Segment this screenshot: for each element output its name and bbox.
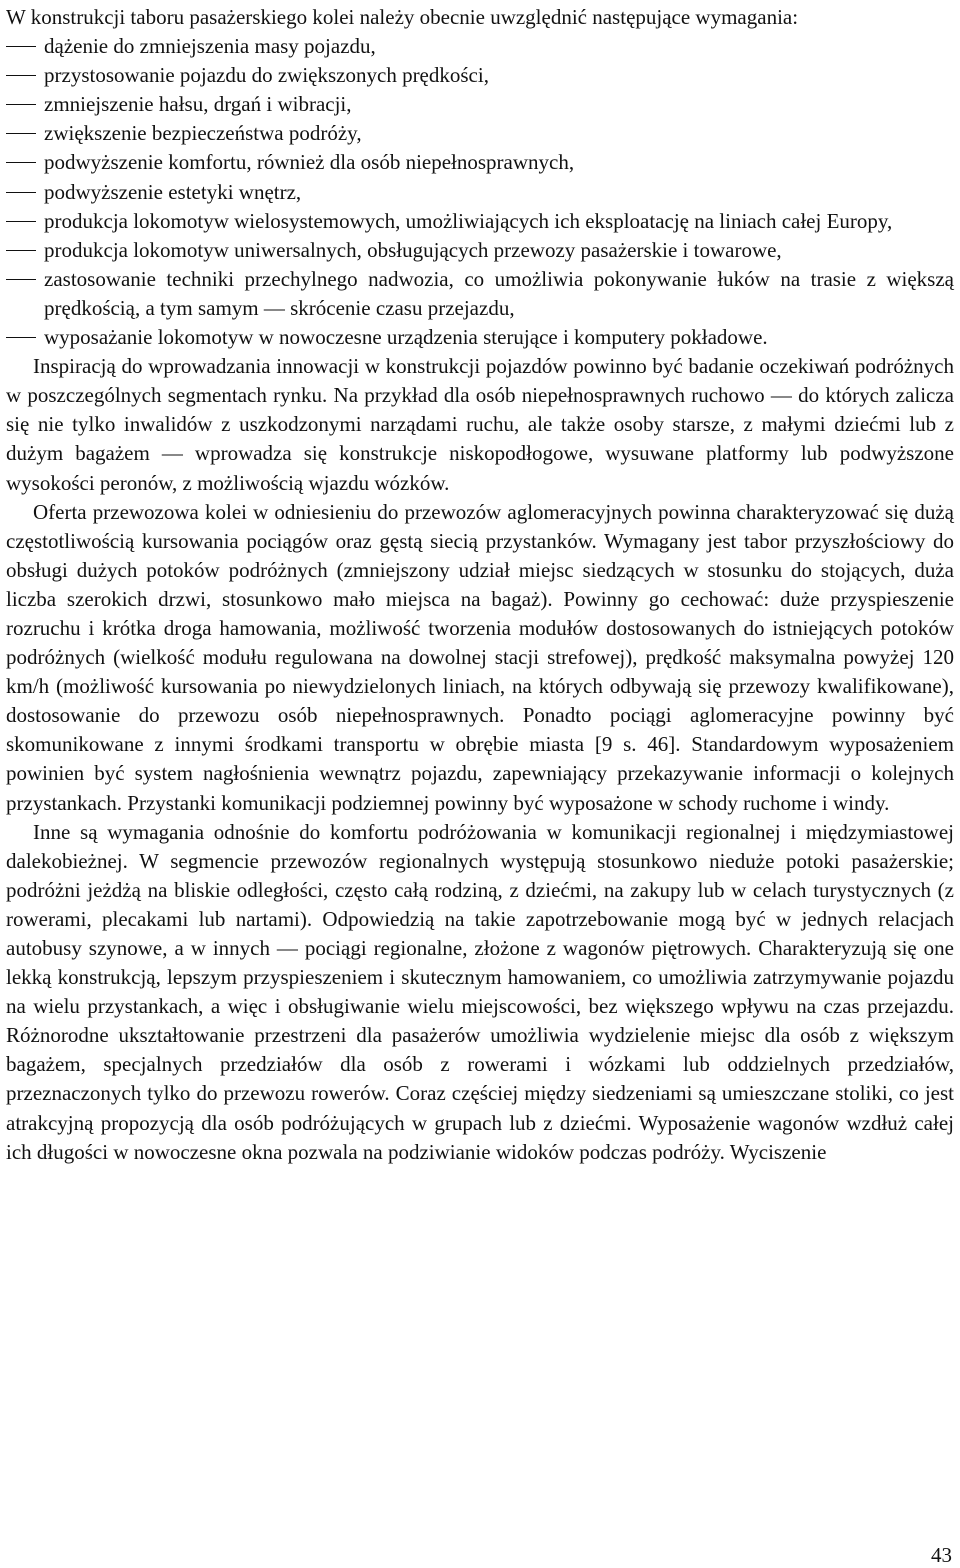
dash-bullet xyxy=(6,75,36,76)
list-item xyxy=(6,265,954,323)
dash-bullet xyxy=(6,250,36,251)
dash-bullet xyxy=(6,221,36,222)
list-item xyxy=(6,119,954,148)
paragraph-regional: Inne są wymagania odnośnie do komfortu podróżowania w komunikacji regionalnej i międzymiastowej dalekobieżnej. W segmencie przewozów regionalnych występują stosunkowo nieduże potoki pasażerskie; podróżni jeżdżą na bliskie odległości, często całą rodziną, z dziećmi, na zakupy lub w celach turystycznych (z rowerami, plecakami lub nartami). Odpowiedzią na takie zapotrzebowanie mogą być w jednych relacjach autobusy szynowe, a w innych — pociągi regionalne, złożone z wagonów piętrowych. Charakteryzują się one lekką konstrukcją, lepszym przyspieszeniem i skutecznym hamowaniem, co umożliwia zatrzymywanie pojazdu na wielu przystankach, a więc i obsługiwanie wielu miejscowości, bez większego wpływu na czas przejazdu. Różnorodne ukształtowanie przestrzeni dla pasażerów umożliwia wydzielenie miejsc dla osób z większym bagażem, specjalnych przedziałów dla osób z rowerami i wózkami lub oddzielnych przedziałów, przeznaczonych tylko do przewozu rowerów. Coraz częściej między siedzeniami są umieszczane stoliki, co jest atrakcyjną propozycją dla osób podróżujących w grupach lub z dziećmi. Wyposażenie wagonów wzdłuż całej ich długości w nowoczesne okna pozwala na podziwianie widoków podczas podróży. Wyciszenie xyxy=(6,819,954,1164)
list-item-text: produkcja lokomotyw uniwersalnych, obsługujących przewozy pasażerskie i towarowe, xyxy=(44,237,782,262)
dash-bullet xyxy=(6,337,36,338)
list-item-text: podwyższenie estetyki wnętrz, xyxy=(44,179,302,204)
page-number: 43 xyxy=(931,1543,952,1567)
list-item xyxy=(6,207,954,236)
list-item-text: zwiększenie bezpieczeństwa podróży, xyxy=(44,121,362,146)
list-item xyxy=(6,61,954,90)
requirements-list xyxy=(6,32,954,352)
list-item-text: zastosowanie techniki przechylnego nadwozia, co umożliwia pokonywanie łuków na trasie z większą prędkością, a tym samym — skrócenie czasu przejazdu, xyxy=(44,266,954,320)
list-item xyxy=(6,178,954,207)
dash-bullet xyxy=(6,104,36,105)
list-item-text: podwyższenie komfortu, również dla osób niepełnosprawnych, xyxy=(44,150,575,175)
list-item-text: zmniejszenie hałsu, drgań i wibracji, xyxy=(44,92,352,117)
dash-bullet xyxy=(6,279,36,280)
list-item xyxy=(6,236,954,265)
paragraph-agglomeration: Oferta przewozowa kolei w odniesieniu do przewozów aglomeracyjnych powinna charakteryzować się dużą częstotliwością kursowania pociągów oraz gęstą siecią przystanków. Wymagany jest tabor przyszłościowy do obsługi dużych potoków podróżnych (zmniejszony udział miejsc siedzących w stosunku do stojących, duża liczba szerokich drzwi, stosunkowo mało miejsca na bagaż). Powinny go cechować: duże przyspieszenie rozruchu i krótka droga hamowania, możliwość tworzenia modułów dostosowanych do istniejących potoków podróżnych (wielkość modułu regulowana na dowolnej stacji strefowej), prędkość maksymalna powyżej 120 km/h (możliwość kursowania po niewydzielonych liniach, na których odbywają się przewozy kwalifikowane), dostosowanie do przewozu osób niepełnosprawnych. Ponadto pociągi aglomeracyjne powinny być skomunikowane z innymi środkami transportu w obrębie miasta [9 s. 46]. Standardowym wyposażeniem powinien być system nagłośnienia wewnątrz pojazdu, zapewniający przekazywanie informacji o kolejnych przystankach. Przystanki komunikacji podziemnej powinny być wyposażone w schody ruchome i windy. xyxy=(6,499,954,815)
dash-bullet xyxy=(6,192,36,193)
dash-bullet xyxy=(6,162,36,163)
list-item xyxy=(6,148,954,177)
list-item-text: wyposażanie lokomotyw w nowoczesne urządzenia sterujące i komputery pokładowe. xyxy=(44,325,768,350)
paragraph-innovation: Inspiracją do wprowadzania innowacji w konstrukcji pojazdów powinno być badanie oczekiwań podróżnych w poszczególnych segmentach rynku. Na przykład dla osób niepełnosprawnych ruchowo — do których zalicza się nie tylko inwalidów z uszkodzonymi narządami ruchu, ale także osoby starsze, z małymi dziećmi lub z dużym bagażem — wprowadza się konstrukcje niskopodłogowe, wysuwane platformy lub podwyższone wysokości peronów, z możliwością wjazdu wózków. xyxy=(6,354,954,495)
document-page xyxy=(6,0,954,1167)
list-item xyxy=(6,90,954,119)
list-item-text: dążenie do zmniejszenia masy pojazdu, xyxy=(44,34,376,59)
intro-text: W konstrukcji taboru pasażerskiego kolei należy obecnie uwzględnić następujące wymagania: xyxy=(6,5,799,29)
list-item-text: produkcja lokomotyw wielosystemowych, umożliwiających ich eksploatację na liniach całej Europy, xyxy=(44,208,893,233)
list-item xyxy=(6,323,954,352)
dash-bullet xyxy=(6,133,36,134)
list-item xyxy=(6,32,954,61)
list-item-text: przystosowanie pojazdu do zwiększonych prędkości, xyxy=(44,63,489,88)
dash-bullet xyxy=(6,46,36,47)
